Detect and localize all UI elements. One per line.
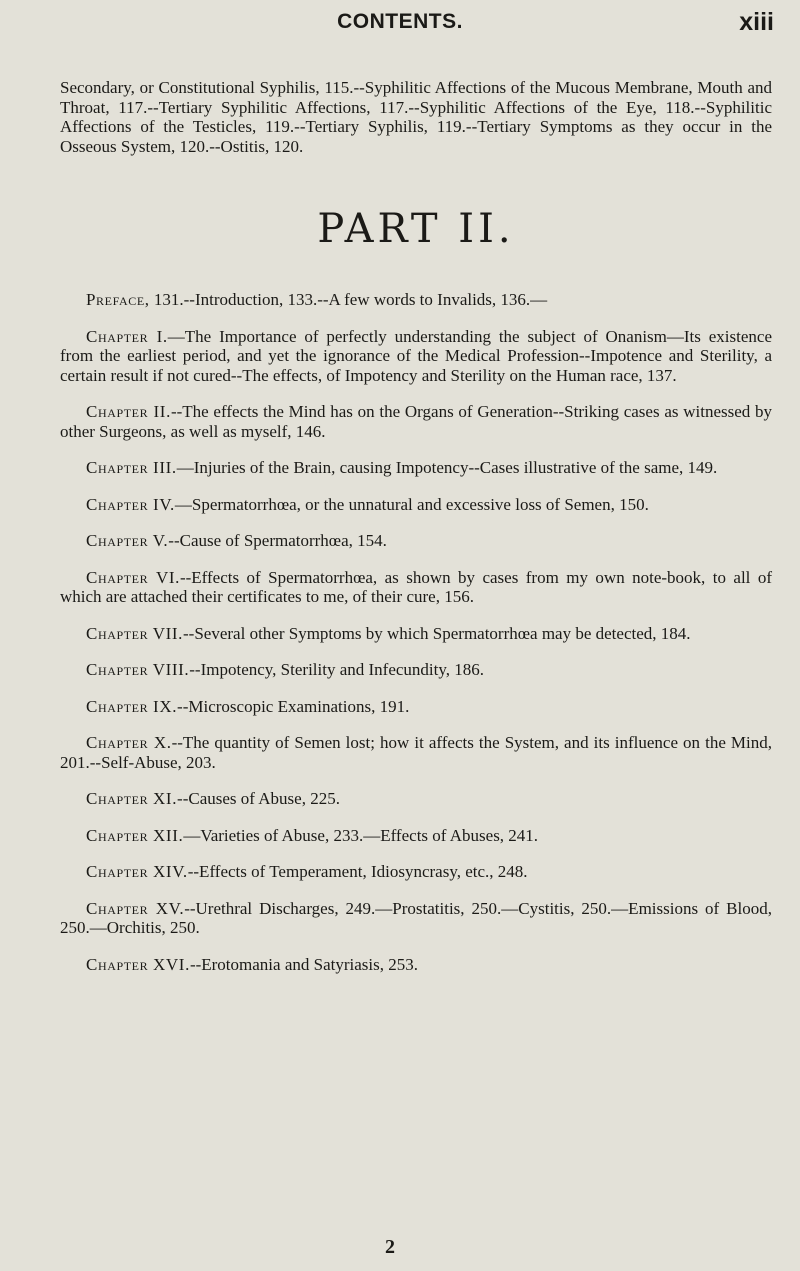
running-header bbox=[0, 6, 800, 46]
entry-label: Chapter XII. bbox=[86, 825, 184, 845]
chapter-entry-6 bbox=[60, 568, 772, 607]
entry-label: Chapter VII. bbox=[86, 623, 184, 643]
entry-text: —Varieties of Abuse, 233.—Effects of Abuses, 241. bbox=[183, 825, 539, 845]
chapter-entry-8 bbox=[60, 660, 772, 680]
entry-label: Chapter I. bbox=[86, 326, 168, 346]
chapter-entry-1 bbox=[60, 327, 772, 386]
entry-text: —Injuries of the Brain, causing Impotency--Cases illustrative of the same, 149. bbox=[176, 458, 718, 477]
chapter-entry-3 bbox=[60, 458, 772, 478]
preface-entry bbox=[60, 290, 772, 310]
chapter-entry-5 bbox=[60, 531, 772, 551]
entry-label: Chapter XVI. bbox=[86, 954, 190, 974]
entry-label: Chapter III. bbox=[86, 458, 177, 477]
contents-body bbox=[60, 78, 772, 991]
chapter-entry-2 bbox=[60, 402, 772, 441]
entry-text: --Several other Symptoms by which Spermatorrhœa may be detected, 184. bbox=[183, 623, 691, 643]
signature-mark: 2 bbox=[385, 1236, 395, 1258]
entry-label: Chapter VIII. bbox=[86, 660, 190, 679]
entry-text: 131.--Introduction, 133.--A few words to Invalids, 136.— bbox=[149, 290, 548, 309]
continued-entry: Secondary, or Constitutional Syphilis, 115.--Syphilitic Affections of the Mucous Membrane, Mouth and Throat, 117.--Tertiary Syphilitic Affections, 117.--Syphilitic Affections of the Eye, 118.--Syphilitic Affections of the Testicles, 119.--Tertiary Syphilis, 119.--Tertiary Symptoms as they occur in the Osseous System, 120.--Ostitis, 120. bbox=[60, 78, 772, 156]
entry-label: Preface, bbox=[86, 290, 150, 309]
entry-text: --Microscopic Examinations, 191. bbox=[177, 696, 410, 716]
chapter-list bbox=[60, 290, 772, 974]
chapter-entry-16 bbox=[60, 955, 772, 975]
chapter-entry-12 bbox=[60, 826, 772, 846]
running-title: CONTENTS. bbox=[337, 10, 463, 33]
chapter-entry-15 bbox=[60, 899, 772, 938]
entry-label: Chapter VI. bbox=[86, 567, 180, 587]
entry-text: --Erotomania and Satyriasis, 253. bbox=[189, 954, 418, 974]
chapter-entry-14 bbox=[60, 862, 772, 882]
entry-text: --The quantity of Semen lost; how it affects the System, and its influence on the Mind, 201.--Self-Abuse, 203. bbox=[60, 733, 772, 772]
entry-text: --Effects of Temperament, Idiosyncrasy, etc., 248. bbox=[187, 862, 528, 881]
entry-label: Chapter XV. bbox=[86, 898, 185, 918]
page-number: xiii bbox=[739, 8, 774, 36]
entry-text: --The effects the Mind has on the Organs of Generation--Striking cases as witnessed by other Surgeons, as well as myself, 146. bbox=[60, 402, 773, 441]
entry-text: --Effects of Spermatorrhœa, as shown by cases from my own note-book, to all of which are attached their certificates to me, of their cure, 156. bbox=[60, 567, 772, 606]
entry-label: Chapter XIV. bbox=[86, 862, 188, 881]
entry-text: --Cause of Spermatorrhœa, 154. bbox=[168, 531, 387, 550]
entry-label: Chapter II. bbox=[86, 402, 171, 421]
chapter-entry-7 bbox=[60, 624, 772, 644]
entry-label: Chapter IV. bbox=[86, 494, 175, 514]
part-heading: PART II. bbox=[317, 206, 515, 252]
chapter-entry-11 bbox=[60, 789, 772, 809]
entry-text: --Causes of Abuse, 225. bbox=[177, 789, 340, 808]
chapter-entry-10 bbox=[60, 733, 772, 772]
entry-text: —Spermatorrhœa, or the unnatural and excessive loss of Semen, 150. bbox=[174, 494, 649, 514]
entry-text: —The Importance of perfectly understanding the subject of Onanism—Its existence from the earliest period, and yet the ignorance of the Medical Profession--Impotence and Sterility, a certain result if not cured--The effects, of Impotency and Sterility on the Human race, 137. bbox=[60, 326, 772, 385]
entry-label: Chapter X. bbox=[86, 733, 172, 752]
entry-text: --Impotency, Sterility and Infecundity, 186. bbox=[189, 660, 485, 679]
chapter-entry-4 bbox=[60, 495, 772, 515]
entry-text: --Urethral Discharges, 249.—Prostatitis, 250.—Cystitis, 250.—Emissions of Blood, 250.—Orchitis, 250. bbox=[60, 898, 772, 937]
entry-label: Chapter V. bbox=[86, 531, 169, 550]
entry-label: Chapter XI. bbox=[86, 789, 178, 808]
entry-label: Chapter IX. bbox=[86, 696, 178, 716]
chapter-entry-9 bbox=[60, 697, 772, 717]
